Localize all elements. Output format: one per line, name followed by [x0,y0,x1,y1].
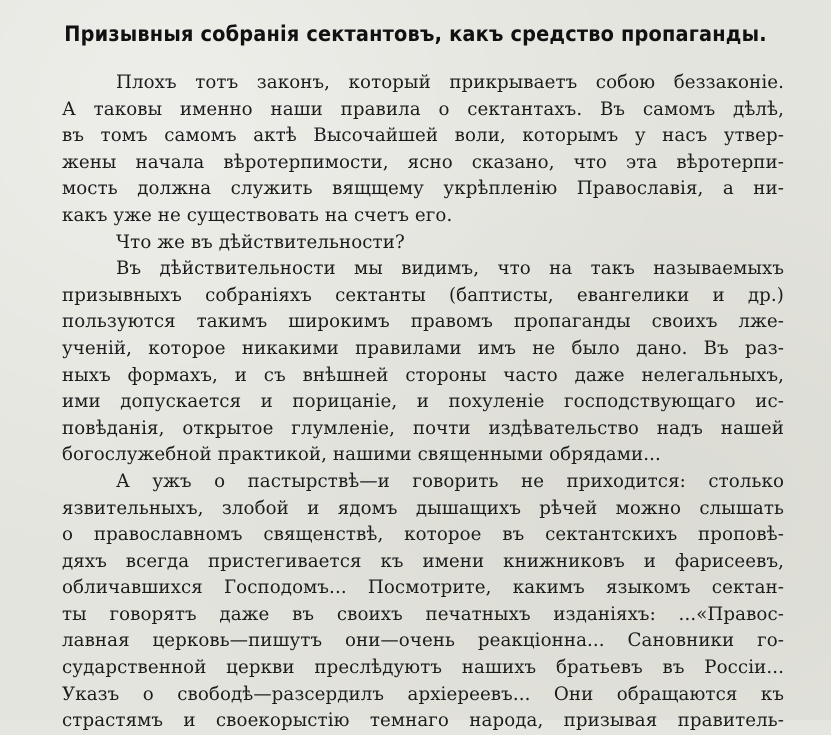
text-line: лавная церковь—пишутъ они—очень реакціонна... Сановники го- [62,630,784,652]
text-line: мость должна служить вящщему укрѣпленію Православія, а ни- [62,178,784,200]
text-line: сударственной церкви преслѣдуютъ нашихъ братьевъ въ Россіи... [62,657,784,679]
text-line: жены начала вѣротерпимости, ясно сказано, что эта вѣротерпи- [62,151,784,173]
text-line: А ужъ о пастырствѣ—и говорить не приходится: столько [116,470,784,492]
text-line: ныхъ формахъ, и съ внѣшней стороны часто даже нелегальныхъ, [62,364,784,386]
text-line: язвительныхъ, злобой и ядомъ дышащихъ рѣчей можно слышать [62,497,784,519]
text-line: обличавшихся Господомъ... Посмотрите, какимъ языкомъ сектан- [62,577,784,599]
text-line: Въ дѣйствительности мы видимъ, что на такъ называемыхъ [116,258,784,280]
text-line: ими допускается и порицаніе, и похуленіе господствующаго ис- [62,391,784,413]
text-line: Плохъ тотъ законъ, который прикрываетъ собою беззаконіе. [116,72,784,93]
text-line: Указъ о свободѣ—разсердилъ архіереевъ... Они обращаются къ [62,683,784,705]
text-line: въ томъ самомъ актѣ Высочайшей воли, которымъ у насъ утвер- [62,125,784,147]
text-line: дяхъ всегда пристегивается къ имени книжниковъ и фарисеевъ, [62,550,784,572]
text-line: Что же въ дѣйствительности? [116,231,405,253]
text-line: А таковы именно наши правила о сектантахъ. Въ самомъ дѣлѣ, [62,98,784,120]
text-line: повѣданія, открытое глумленіе, почти издѣвательство надъ нашей [62,417,784,439]
text-line: о православномъ священствѣ, которое въ сектантскихъ проповѣ- [62,524,784,546]
text-line: страстямъ и своекорыстію темнаго народа, призывая правитель- [62,710,784,732]
text-line: богослужебной практикой, нашими священными обрядами... [62,444,661,466]
text-line: ты говорятъ даже въ своихъ печатныхъ изданіяхъ: ...«Правос- [62,603,784,625]
text-line: пользуются такимъ широкимъ правомъ пропаганды своихъ лже- [62,311,784,333]
text-line: ученій, которое никакими правилами имъ не было дано. Въ раз- [62,337,784,359]
article-title: Призывныя собранія сектантовъ, какъ средство пропаганды. [64,22,767,46]
text-line: призывныхъ собраніяхъ сектанты (баптисты, евангелики и др.) [62,284,784,306]
article-body [62,70,784,735]
text-line: какъ уже не существовать на счетъ его. [62,204,453,226]
